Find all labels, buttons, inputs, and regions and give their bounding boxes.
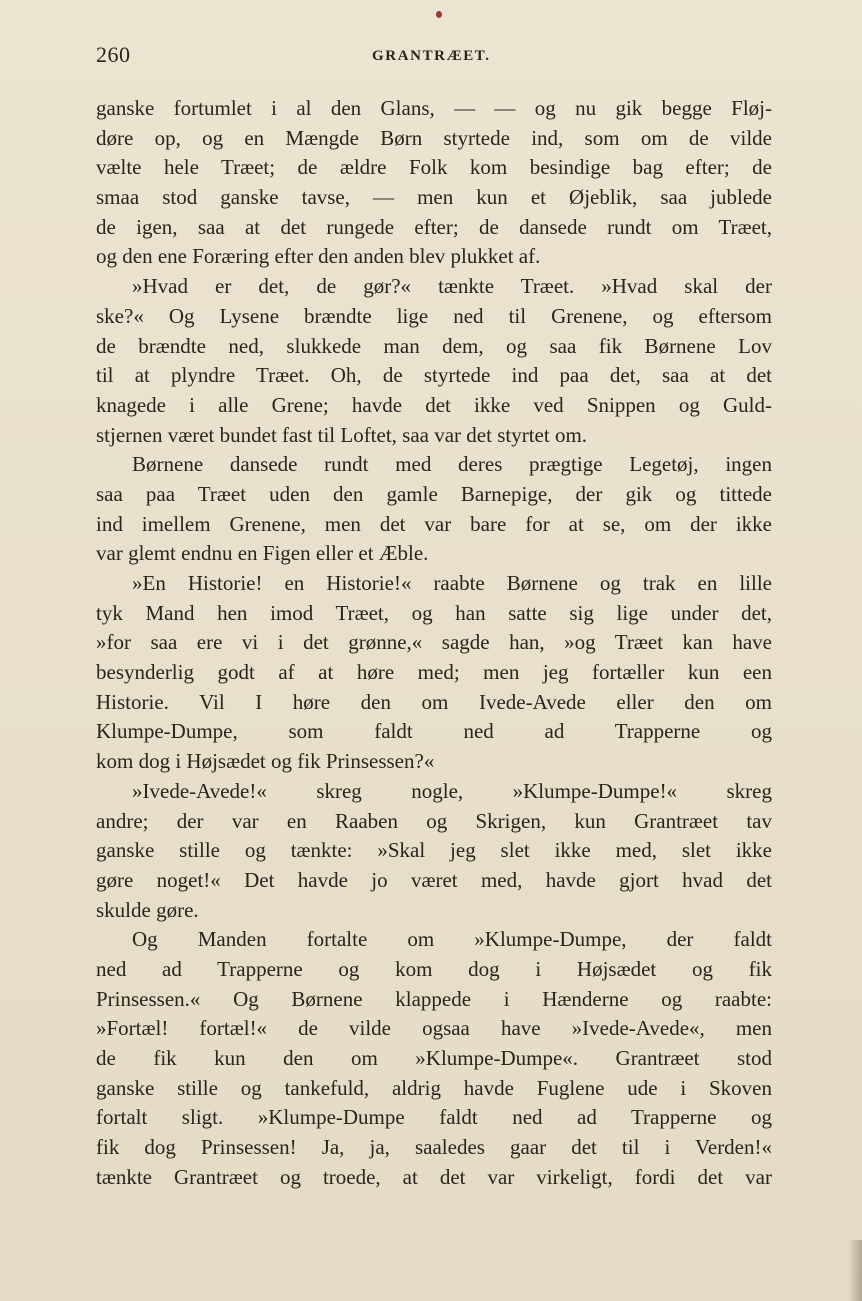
text-line: kom dog i Højsædet og fik Prinsessen?« <box>96 749 435 774</box>
text-line: til at plyndre Træet. Oh, de styrtede ind paa det, saa at det <box>96 363 772 388</box>
text-line: døre op, og en Mængde Børn styrtede ind, som om de vilde <box>96 125 772 150</box>
running-title: GRANTRÆET. <box>372 48 491 64</box>
page-number: 260 <box>96 42 131 67</box>
text-line: saa paa Træet uden den gamle Barnepige, der gik og tittede <box>96 481 772 506</box>
text-line: skulde gøre. <box>96 897 199 922</box>
page-header <box>96 42 772 82</box>
text-line: gøre noget!« Det havde jo været med, havde gjort hvad det <box>96 867 772 892</box>
text-line: besynderlig godt af at høre med; men jeg fortæller kun een <box>96 660 772 685</box>
text-line: knagede i alle Grene; havde det ikke ved Snippen og Guld- <box>96 392 772 417</box>
text-line: »Fortæl! fortæl!« de vilde ogsaa have »Ivede-Avede«, men <box>96 1016 772 1041</box>
text-line: Prinsessen.« Og Børnene klappede i Hænderne og raabte: <box>96 986 772 1011</box>
text-line: Og Manden fortalte om »Klumpe-Dumpe, der faldt <box>132 927 772 952</box>
text-line: Historie. Vil I høre den om Ivede-Avede eller den om <box>96 689 772 714</box>
body-text <box>96 94 772 1192</box>
text-line: ind imellem Grenene, men det var bare for at se, om der ikke <box>96 511 772 536</box>
text-line: »Ivede-Avede!« skreg nogle, »Klumpe-Dumpe!« skreg <box>132 778 772 803</box>
text-line: stjernen været bundet fast til Loftet, saa var det styrtet om. <box>96 422 588 447</box>
text-line: fortalt sligt. »Klumpe-Dumpe faldt ned ad Trapperne og <box>96 1105 772 1130</box>
text-line: tænkte Grantræet og troede, at det var virkeligt, fordi det var <box>96 1164 772 1189</box>
text-line: var glemt endnu en Figen eller et Æble. <box>96 541 429 566</box>
text-line: ske?« Og Lysene brændte lige ned til Grenene, og eftersom <box>96 303 772 328</box>
text-line: andre; der var en Raaben og Skrigen, kun Grantræet tav <box>96 808 772 833</box>
text-line: fik dog Prinsessen! Ja, ja, saaledes gaar det til i Verden!« <box>96 1135 772 1160</box>
text-line: ganske fortumlet i al den Glans, — — og nu gik begge Fløj- <box>96 96 772 120</box>
ink-speck <box>436 11 442 18</box>
text-line: de fik kun den om »Klumpe-Dumpe«. Grantræet stod <box>96 1046 772 1070</box>
text-line: »for saa ere vi i det grønne,« sagde han, »og Træet kan have <box>96 630 772 655</box>
text-line: og den ene Foræring efter den anden blev plukket af. <box>96 244 541 269</box>
text-line: smaa stod ganske tavse, — men kun et Øjeblik, saa jublede <box>96 185 772 210</box>
text-line: ganske stille og tænkte: »Skal jeg slet ikke med, slet ikke <box>96 838 772 863</box>
text-line: de brændte ned, slukkede man dem, og saa fik Børnene Lov <box>96 333 772 358</box>
page-edge-shadow <box>848 1240 862 1301</box>
text-line: Klumpe-Dumpe, som faldt ned ad Trapperne og <box>96 719 772 744</box>
text-line: »Hvad er det, de gør?« tænkte Træet. »Hvad skal der <box>132 274 772 299</box>
text-line: ganske stille og tankefuld, aldrig havde Fuglene ude i Skoven <box>96 1075 772 1100</box>
text-line: ned ad Trapperne og kom dog i Højsædet og fik <box>96 956 772 981</box>
text-line: tyk Mand hen imod Træet, og han satte sig lige under det, <box>96 600 772 625</box>
text-line: de igen, saa at det rungede efter; de dansede rundt om Træet, <box>96 214 772 239</box>
text-line: Børnene dansede rundt med deres prægtige Legetøj, ingen <box>132 452 772 477</box>
text-line: »En Historie! en Historie!« raabte Børnene og trak en lille <box>132 571 772 595</box>
text-line: vælte hele Træet; de ældre Folk kom besindige bag efter; de <box>96 155 772 180</box>
